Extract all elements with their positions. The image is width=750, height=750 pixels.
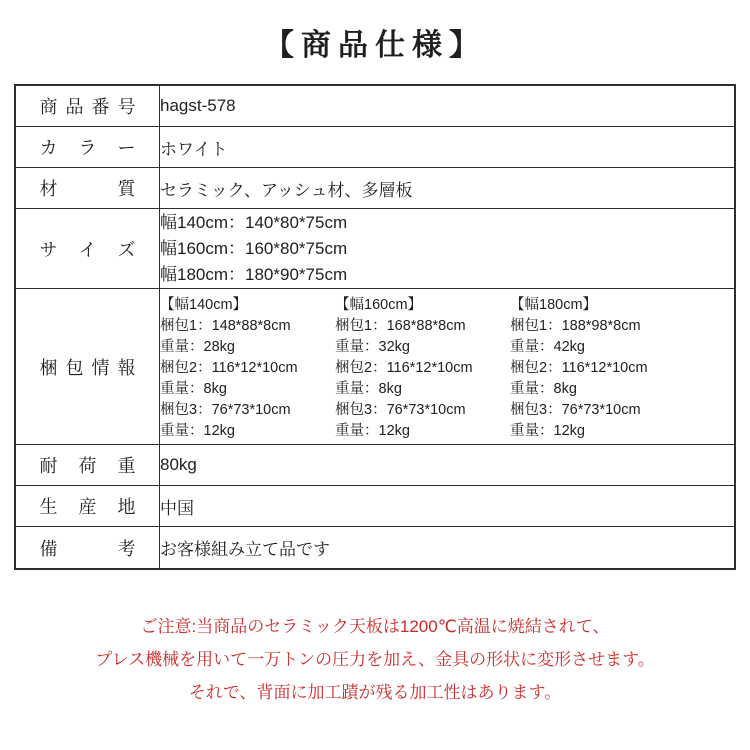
packing-line: 梱包1：188*98*8cm — [510, 318, 641, 334]
row-label-size: サ イ ズ — [39, 239, 136, 260]
packing-heading: 【幅160cm】 — [335, 297, 423, 313]
packing-line: 梱包2：116*12*10cm — [160, 360, 298, 376]
row-value-production-area: 中国 — [160, 486, 736, 527]
packing-line: 梱包3：76*73*10cm — [335, 402, 466, 418]
notice-text — [0, 610, 750, 709]
spec-table — [14, 84, 736, 570]
row-value-size — [160, 209, 736, 289]
size-line-180: 幅180cm：180*90*75cm — [160, 264, 348, 284]
row-label-material: 材 質 — [39, 179, 136, 199]
notice-line-2: プレス機械を用いて一万トンの圧力を加え、金具の形状に変形させます。 — [95, 650, 655, 669]
row-label-production-area: 生 産 地 — [39, 497, 136, 517]
packing-heading: 【幅180cm】 — [510, 297, 598, 313]
packing-line: 重量：28kg — [160, 339, 235, 355]
packing-line: 重量：8kg — [160, 381, 227, 397]
packing-line: 梱包1：148*88*8cm — [160, 318, 291, 334]
table-row-remarks — [15, 527, 735, 570]
row-value-material: セラミック、アッシュ材、多層板 — [160, 168, 736, 209]
packing-column-140 — [160, 295, 335, 442]
packing-column-180 — [510, 295, 685, 442]
packing-line: 梱包2：116*12*10cm — [510, 360, 648, 376]
packing-line: 重量：12kg — [160, 423, 235, 439]
row-label-load-capacity: 耐 荷 重 — [39, 456, 136, 476]
table-row-product-number — [15, 85, 735, 127]
notice-line-1: ご注意:当商品のセラミック天板は1200℃高温に焼結されて、 — [140, 617, 610, 636]
table-row-size — [15, 209, 735, 289]
packing-heading: 【幅140cm】 — [160, 297, 248, 313]
packing-columns — [160, 291, 734, 442]
size-line-160: 幅160cm：160*80*75cm — [160, 238, 348, 258]
packing-line: 重量：8kg — [510, 381, 577, 397]
table-row-load-capacity — [15, 445, 735, 486]
row-value-load-capacity: 80kg — [160, 445, 736, 486]
packing-line: 重量：12kg — [510, 423, 585, 439]
packing-line: 重量：12kg — [335, 423, 410, 439]
packing-line: 梱包3：76*73*10cm — [510, 402, 641, 418]
page-title: 【商品仕様】 — [264, 29, 486, 62]
table-row-packing — [15, 289, 735, 445]
table-row-color — [15, 127, 735, 168]
packing-line: 重量：42kg — [510, 339, 585, 355]
packing-column-160 — [335, 295, 510, 442]
row-label-color: カ ラ ー — [39, 138, 136, 158]
packing-line: 重量：8kg — [335, 381, 402, 397]
table-row-production-area — [15, 486, 735, 527]
packing-line: 梱包2：116*12*10cm — [335, 360, 473, 376]
row-label-packing: 梱 包 情 報 — [39, 357, 136, 378]
notice-line-3: それで、背面に加工蹟が残る加工性はあります。 — [188, 683, 562, 702]
row-value-packing — [160, 289, 736, 445]
size-line-140: 幅140cm：140*80*75cm — [160, 212, 348, 232]
packing-line: 重量：32kg — [335, 339, 410, 355]
packing-line: 梱包3：76*73*10cm — [160, 402, 291, 418]
table-row-material — [15, 168, 735, 209]
row-value-product-number: hagst-578 — [160, 85, 736, 127]
row-label-remarks: 備 考 — [39, 538, 136, 559]
row-label-product-number: 商 品 番 号 — [39, 97, 136, 117]
packing-line: 梱包1：168*88*8cm — [335, 318, 466, 334]
row-value-color: ホワイト — [160, 127, 736, 168]
row-value-remarks: お客様組み立て品です — [160, 527, 736, 570]
